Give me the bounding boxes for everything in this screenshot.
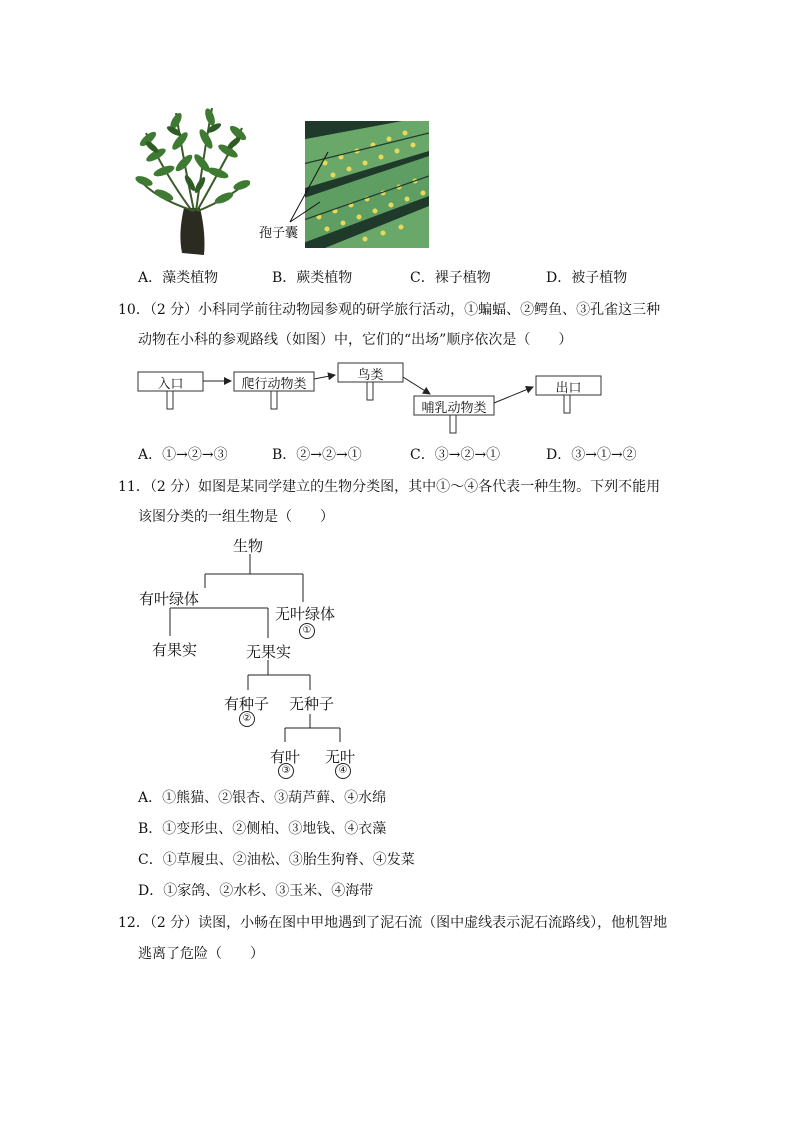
route-mammal: 哺乳动物类 [421,401,487,416]
route-entrance: 入口 [157,377,184,392]
q9-option-d[interactable]: D．被子植物 [546,270,628,286]
q11-option-c[interactable]: C．①草履虫、②油松、③胎生狗脊、④发菜 [138,852,415,868]
tree-node-no-leaf: 无叶 [325,748,356,766]
classification-tree [130,530,390,785]
tree-node-no-chloroplast: 无叶绿体 [275,605,336,623]
fern-plant-image [134,103,250,258]
q11-option-b[interactable]: B．①变形虫、②侧柏、③地钱、④衣藻 [138,821,387,837]
tree-number-2: ② [239,711,255,727]
tree-number-3: ③ [278,763,294,779]
q11-stem-line2: 该图分类的一组生物是（ ） [138,509,334,525]
route-exit: 出口 [555,381,582,396]
tree-node-has-seed: 有种子 [224,695,270,713]
q9-option-b[interactable]: B．蕨类植物 [272,270,353,286]
q10-option-a[interactable]: A．①→②→③ [138,447,228,463]
tree-node-organism: 生物 [233,537,264,555]
sporangia-label: 孢子囊 [259,226,299,241]
q9-option-a[interactable]: A．藻类植物 [138,270,219,286]
tree-node-no-fruit: 无果实 [246,643,292,661]
tree-node-no-seed: 无种子 [289,695,335,713]
q11-stem-line1: 11．（2 分）如图是某同学建立的生物分类图，其中①～④各代表一种生物。下列不能用 [118,479,661,495]
q12-stem-line2: 逃离了危险（ ） [138,946,264,962]
q9-option-c[interactable]: C．裸子植物 [410,270,491,286]
q10-stem-line1: 10．（2 分）小科同学前往动物园参观的研学旅行活动，①蝙蝠、②鳄鱼、③孔雀这三种 [118,302,661,318]
q11-option-a[interactable]: A．①熊猫、②银杏、③葫芦藓、④水绵 [138,790,387,806]
q10-option-b[interactable]: B．②→②→① [272,447,362,463]
q10-stem-line2: 动物在小科的参观路线（如图）中，它们的“出场”顺序依次是（ ） [138,332,573,348]
q12-stem-line1: 12．（2 分）读图，小畅在图中甲地遇到了泥石流（图中虚线表示泥石流路线），他机智地 [118,915,668,931]
tree-number-4: ④ [335,763,351,779]
zoo-route-diagram [130,355,610,440]
route-reptile: 爬行动物类 [241,377,307,392]
q10-option-d[interactable]: D．③→①→② [546,447,637,463]
tree-node-has-leaf: 有叶 [270,748,301,766]
tree-node-has-fruit: 有果实 [152,641,198,659]
tree-node-has-chloroplast: 有叶绿体 [139,590,200,608]
q10-option-c[interactable]: C．③→②→① [410,447,501,463]
sporangia-pointer-lines [280,150,340,230]
route-bird: 鸟类 [357,368,384,383]
q11-option-d[interactable]: D．①家鸽、②水杉、③玉米、④海带 [138,883,374,899]
tree-number-1: ① [299,623,315,639]
